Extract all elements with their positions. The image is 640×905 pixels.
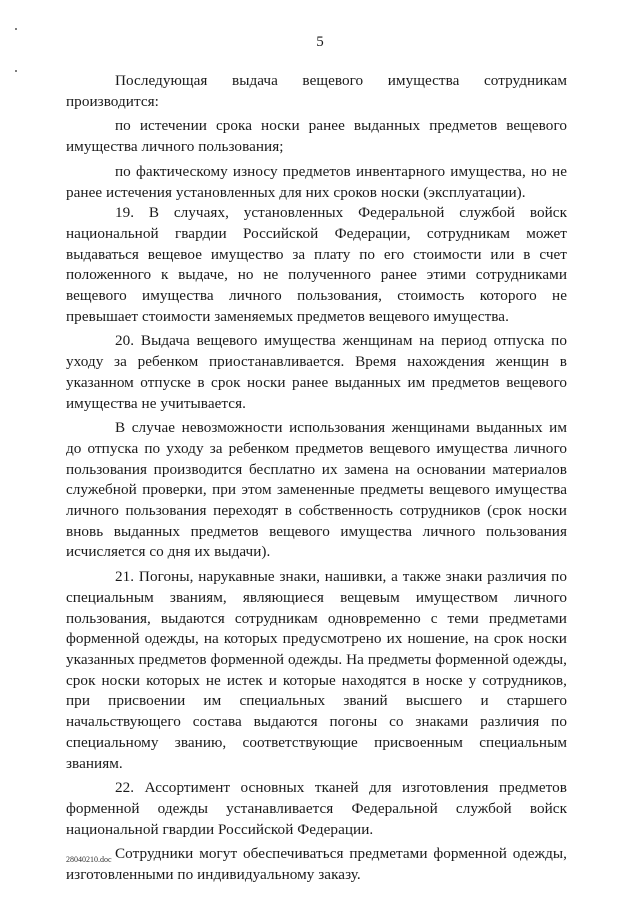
paragraph: В случае невозможности использования женщинами выданных им до отпуска по уходу за ребенком предметов вещевого имущества личного пользования производится бесплатно их замена на основании материалов служебной проверки, при этом замененные предметы вещевого имущества личного пользования переходят в собственность сотрудников (срок носки вновь выданных предметов вещевого имущества личного пользования исчисляется со дня их выдачи). — [66, 419, 567, 561]
scan-speck — [15, 70, 17, 72]
paragraph: 21. Погоны, нарукавные знаки, нашивки, а также знаки различия по специальным званиям, являющиеся вещевым имуществом личного пользования, выдаются сотрудникам одновременно с теми предметами форменной одежды, на которых предусмотрено их ношение, на срок носки указанных предметов форменной одежды. На предметы форменной одежды, срок носки которых не истек и которые находятся в носке у сотрудников, при присвоении им специальных званий высшего и старшего начальствующего состава выдаются погоны со знаками различия по специальному званию, соответствующие присвоенным специальным званиям. — [66, 568, 567, 772]
paragraph: Последующая выдача вещевого имущества сотрудникам производится: — [66, 72, 567, 110]
paragraph: Сотрудники могут обеспечиваться предметами форменной одежды, изготовленными по индивидуальному заказу. — [66, 845, 567, 884]
document-body — [66, 71, 567, 886]
paragraph: по истечении срока носки ранее выданных предметов вещевого имущества личного пользования; — [66, 117, 567, 156]
page-number: 5 — [316, 34, 324, 50]
paragraph: по фактическому износу предметов инвентарного имущества, но не ранее истечения установленных для них сроков носки (эксплуатации). — [66, 162, 567, 201]
paragraph: 20. Выдача вещевого имущества женщинам на период отпуска по уходу за ребенком приостанавливается. Время нахождения женщин в указанном отпуске в срок носки ранее выданных им предметов вещевого имущества не учитывается. — [66, 332, 567, 412]
document-file-code: 28040210.doc — [66, 855, 112, 864]
paragraph: 22. Ассортимент основных тканей для изготовления предметов форменной одежды устанавливается Федеральной службой войск национальной гвардии Российской Федерации. — [66, 779, 567, 838]
scan-speck — [15, 28, 17, 30]
paragraph: 19. В случаях, установленных Федеральной службой войск национальной гвардии Российской Федерации, сотрудникам может выдаваться вещевое имущество за плату по его стоимости или в счет положенного к выдаче, но не полученного ранее этими сотрудниками вещевого имущества личного пользования, стоимость которого не превышает стоимости заменяемых предметов вещевого имущества. — [66, 204, 567, 325]
